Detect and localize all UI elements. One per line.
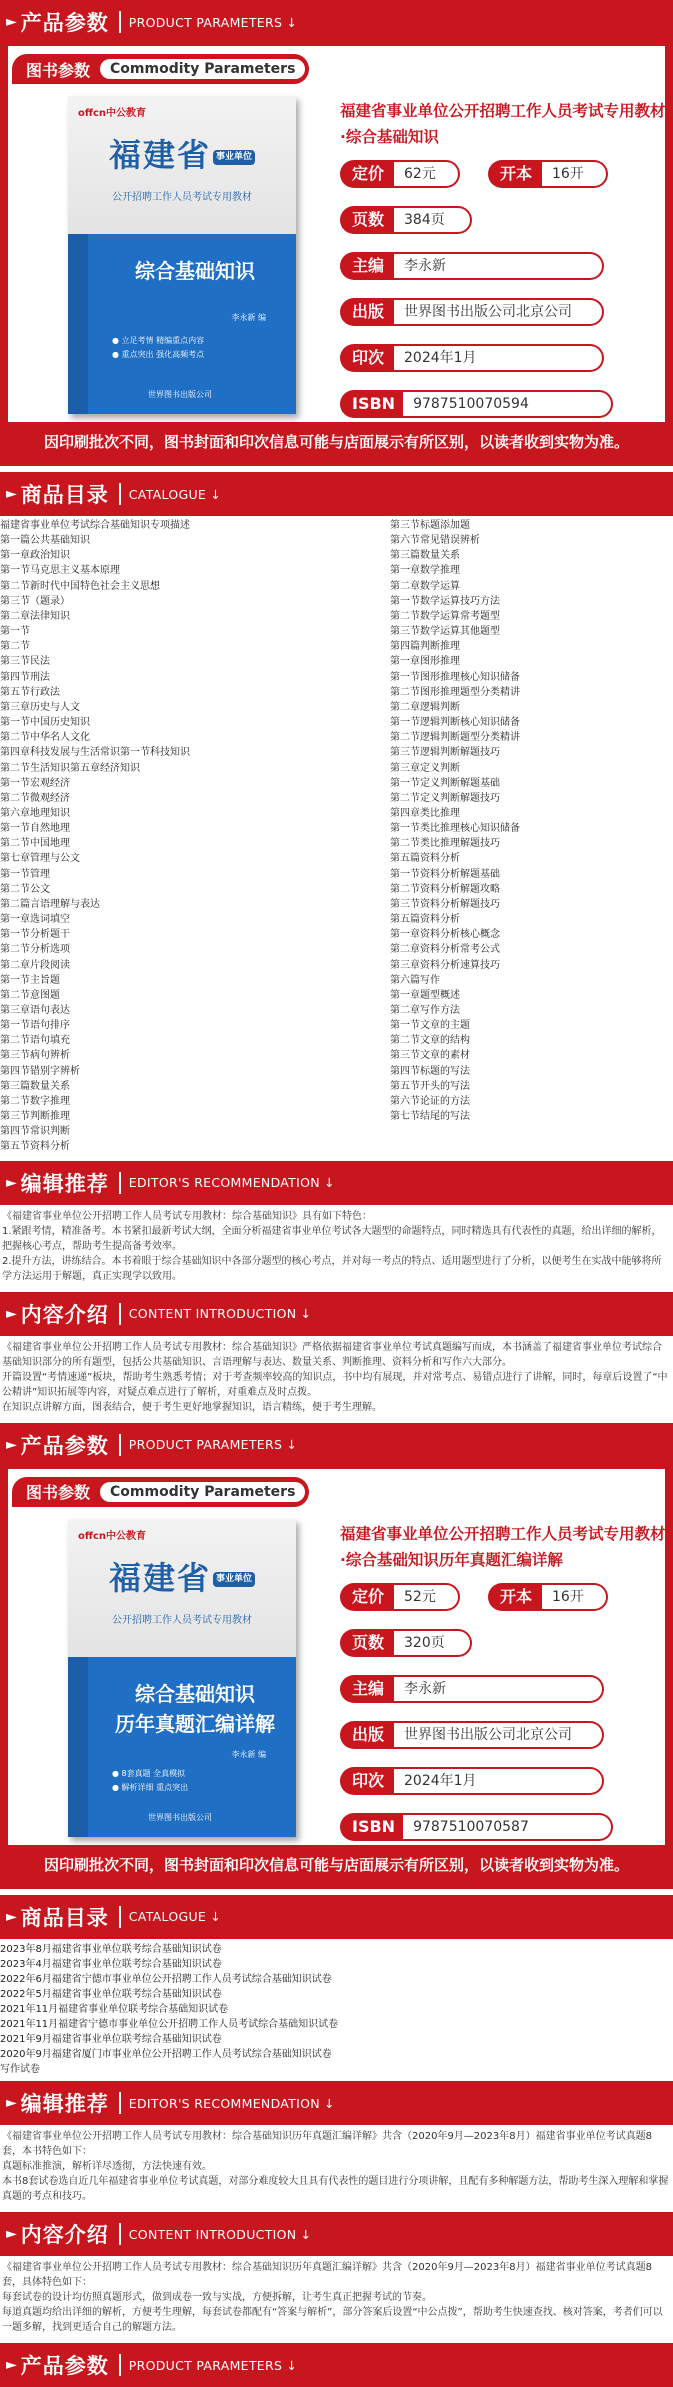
section-title: 编辑推荐 (20, 1171, 109, 1196)
catalogue-item: 第三篇数量关系 (0, 1080, 70, 1092)
param-key: ISBN (340, 390, 403, 418)
section-title: 产品参数 (20, 11, 109, 35)
catalogue-item: 第五节资料分析 (0, 1141, 70, 1153)
cover-badge: 事业单位 (213, 1572, 255, 1587)
catalogue-item: 第一节分析题干 (0, 929, 70, 941)
param-key: 开本 (488, 160, 542, 188)
param-key: 开本 (488, 1583, 542, 1611)
recommend-text (0, 2125, 673, 2212)
param-key: 页数 (340, 206, 394, 234)
catalogue-item: 第四节标题的写法 (390, 1065, 470, 1077)
catalogue-item: 第一章题型概述 (390, 989, 460, 1001)
paragraph: 《福建省事业单位公开招聘工作人员考试专用教材：综合基础知识》严格依据福建省事业单位考试真题编写而成，本书涵盖了福建省事业单位考试综合基础知识部分的所有题型，包括公共基础知识、言语理解与表达、数量关系、判断推理、资料分析和写作六大部分。 (2, 1341, 662, 1368)
cover-badge: 事业单位 (213, 150, 255, 165)
catalogue-item: 第二节文章的结构 (390, 1035, 470, 1047)
param-row-price (340, 1583, 460, 1611)
catalogue-item: 第二章资料分析常考公式 (390, 944, 500, 956)
catalogue-item: 第一章图形推理 (390, 656, 460, 668)
param-row-isbn (340, 1813, 613, 1841)
cover-title: 综合基础知识 (135, 1681, 255, 1706)
param-tag-en: Commodity Parameters (100, 1482, 305, 1502)
section-subtitle: EDITOR'S RECOMMENDATION ↓ (128, 2095, 335, 2111)
catalogue-item: 第五篇资料分析 (390, 914, 460, 926)
catalogue-item: 第二章数学运算 (390, 580, 460, 592)
catalogue-item: 第三节民法 (0, 656, 50, 668)
catalogue-item: 第二节公文 (0, 883, 50, 895)
param-value: 52元 (394, 1583, 460, 1611)
catalogue-item: 第二节中华名人文化 (0, 732, 90, 744)
section-bar-params (0, 1423, 673, 1467)
paragraph: 2.提升方法，讲练结合。本书着眼于综合基础知识中各部分题型的核心考点，并对每一考点的特点、适用题型进行了分析，以便考生在实战中能够将所学方法运用于解题，真正实现学以致用。 (2, 1255, 662, 1282)
param-row-edition (340, 344, 604, 372)
section-bar-recommend (0, 2081, 673, 2125)
param-row-publisher (340, 298, 604, 326)
catalogue-item: 2020年9月福建省厦门市事业单位公开招聘工作人员考试综合基础知识试卷 (0, 2049, 332, 2061)
catalogue-item: 2022年5月福建省事业单位联考综合基础知识试卷 (0, 1988, 222, 2000)
catalogue-item: 第一节定义判断解题基础 (390, 777, 500, 789)
param-value: 62元 (394, 160, 460, 188)
brand-logo: offcn中公教育 (78, 1530, 147, 1542)
catalogue-item: 第二节新时代中国特色社会主义思想 (0, 580, 160, 592)
catalogue-item: 第一章资料分析核心概念 (390, 929, 500, 941)
divider (119, 483, 121, 505)
divider (119, 11, 121, 33)
catalogue-item: 第三节文章的素材 (390, 1050, 470, 1062)
catalogue-item: 第一节 (0, 626, 30, 638)
params-panel (6, 1467, 667, 1847)
param-key: 主编 (340, 1675, 394, 1703)
catalogue-item: 第二节图形推理题型分类精讲 (390, 686, 520, 698)
section-title: 产品参数 (20, 2354, 109, 2379)
catalogue-item: 第六节常见错误辨析 (390, 535, 480, 547)
book-cover (68, 1519, 296, 1837)
section-subtitle: CONTENT INTRODUCTION ↓ (128, 2226, 312, 2242)
param-row-isbn (340, 390, 613, 418)
catalogue-item: 第七章管理与公文 (0, 853, 80, 865)
catalogue-item: 第二节意图题 (0, 989, 60, 1001)
catalogue-item: 第二节资料分析解题攻略 (390, 883, 500, 895)
param-row-price (340, 160, 460, 188)
catalogue-item: 第四篇判断推理 (390, 641, 460, 653)
catalogue-item: 第三节（题录） (0, 595, 70, 607)
catalogue-item: 第一节马克思主义基本原理 (0, 565, 120, 577)
section-bar-params (0, 0, 673, 44)
cover-subtitle: 公开招聘工作人员考试专用教材 (112, 1614, 252, 1626)
cover-publisher: 世界图书出版公司 (148, 1812, 212, 1822)
catalogue-item: 第三章定义判断 (390, 762, 460, 774)
divider (119, 1172, 121, 1194)
catalogue-item: 第一篇公共基础知识 (0, 535, 90, 547)
catalogue-item: 第二节生活知识第五章经济知识 (0, 762, 140, 774)
catalogue-item: 第三节标题添加题 (390, 520, 470, 531)
param-value: 9787510070587 (403, 1813, 613, 1841)
catalogue-item: 第三节判断推理 (0, 1111, 70, 1123)
catalogue-item: 第一章数学推理 (390, 565, 460, 577)
param-value: 李永新 (394, 1675, 604, 1703)
chevron-right-icon: ► (6, 486, 17, 502)
param-tag-en: Commodity Parameters (100, 59, 305, 79)
divider (119, 2223, 121, 2245)
catalogue-item: 第四章类比推理 (390, 807, 460, 819)
catalogue-item: 第二章法律知识 (0, 610, 70, 622)
divider (119, 2354, 121, 2376)
catalogue-item: 2023年4月福建省事业单位联考综合基础知识试卷 (0, 1958, 222, 1970)
chevron-right-icon: ► (6, 14, 17, 30)
catalogue-item: 2021年11月福建省事业单位联考综合基础知识试卷 (0, 2003, 229, 2015)
catalogue-item: 第一节自然地理 (0, 823, 70, 835)
catalogue-item: 第三章语句表达 (0, 1005, 70, 1016)
catalogue-item: 第三节逻辑判断解题技巧 (390, 747, 500, 759)
param-value: 世界图书出版公司北京公司 (394, 298, 604, 326)
param-row-pages (340, 1629, 472, 1657)
catalogue-item: 第五篇资料分析 (390, 853, 460, 865)
recommend-text (0, 1205, 673, 1292)
notice: 因印刷批次不同，图书封面和印次信息可能与店面展示有所区别，以读者收到实物为准。 (6, 424, 667, 460)
catalogue-item: 第一节语句排序 (0, 1020, 70, 1032)
params-wrapper (0, 44, 673, 466)
catalogue-item: 写作试卷 (0, 2064, 40, 2076)
param-key: 印次 (340, 344, 394, 372)
catalogue-item: 第三篇数量关系 (390, 550, 460, 562)
params-wrapper (0, 1467, 673, 1889)
section-bar-catalogue (0, 472, 673, 516)
catalogue-item: 第六篇写作 (390, 974, 440, 986)
divider (119, 1906, 121, 1928)
catalogue-item: 第一章选词填空 (0, 914, 70, 926)
cover-publisher: 世界图书出版公司 (148, 390, 212, 399)
param-tag (12, 54, 309, 84)
param-value: 384页 (394, 206, 472, 234)
catalogue-item: 2021年9月福建省事业单位联考综合基础知识试卷 (0, 2034, 222, 2046)
brand-logo: offcn中公教育 (78, 108, 147, 119)
catalogue-item: 第六节论证的方法 (390, 1095, 470, 1107)
param-tag (12, 1477, 309, 1507)
catalogue-item: 第二节微观经济 (0, 792, 70, 804)
param-value: 2024年1月 (394, 344, 604, 372)
param-value: 2024年1月 (394, 1767, 604, 1795)
params-panel (6, 44, 667, 424)
catalogue-item: 第二章片段阅读 (0, 959, 70, 971)
catalogue-item: 第二节中国地理 (0, 838, 70, 850)
section-subtitle: PRODUCT PARAMETERS ↓ (128, 1437, 298, 1453)
chevron-right-icon: ► (6, 1305, 17, 1322)
cover-province: 福建省 (108, 1558, 211, 1597)
catalogue-item: 第二节语句填充 (0, 1035, 70, 1047)
catalogue-item: 第一节文章的主题 (390, 1020, 470, 1032)
catalogue-item: 第二节 (0, 641, 30, 653)
catalogue-item: 第五节行政法 (0, 686, 60, 698)
catalogue-item: 第六章地理知识 (0, 807, 70, 819)
section-bar-recommend (0, 1161, 673, 1205)
catalogue-item: 第三节资料分析解题技巧 (390, 898, 500, 910)
catalogue-item: 第二节逻辑判断题型分类精讲 (390, 732, 520, 744)
section-bar-catalogue (0, 1895, 673, 1939)
cover-bullet: ● 重点突出 强化高频考点 (112, 350, 205, 359)
param-row-publisher (340, 1721, 604, 1749)
catalogue-list (0, 1939, 673, 2082)
paragraph: 每道真题均给出详细的解析，方便考生理解，每套试卷都配有“答案与解析”，部分答案后设置“中公点拨”，帮助考生快速查找、核对答案，考者们可以一题多解，找到更适合自己的解题方法。 (2, 2307, 663, 2334)
param-tag-cn: 图书参数 (26, 1483, 91, 1503)
divider (119, 1303, 121, 1325)
catalogue-item: 第一节主旨题 (0, 974, 60, 986)
section-title: 内容介绍 (20, 1302, 109, 1327)
section-subtitle: PRODUCT PARAMETERS ↓ (128, 14, 298, 30)
paragraph: 《福建省事业单位公开招聘工作人员考试专用教材：综合基础知识历年真题汇编详解》共含（2020年9月—2023年8月）福建省事业单位考试真题8套，具体特色如下： (2, 2262, 652, 2289)
section-subtitle: CATALOGUE ↓ (128, 486, 222, 502)
catalogue-item: 第二节数字推理 (0, 1095, 70, 1107)
catalogue-item: 第一节图形推理核心知识储备 (390, 671, 520, 683)
catalogue-item: 第三节病句辨析 (0, 1050, 70, 1062)
divider (119, 1434, 121, 1456)
param-key: 定价 (340, 160, 394, 188)
paragraph: 每套试卷的设计均仿照真题形式，做到成卷一致与实战，方便拆解，让考生真正把握考试的节奏。 (2, 2292, 432, 2304)
book-title: 福建省事业单位公开招聘工作人员考试专用教材·综合基础知识历年真题汇编详解 (340, 1524, 666, 1569)
cover-author: 李永新 编 (231, 313, 266, 322)
param-key: 出版 (340, 298, 394, 326)
paragraph: 《福建省事业单位公开招聘工作人员考试专用教材：综合基础知识历年真题汇编详解》共含（2020年9月—2023年8月）福建省事业单位考试真题8套，本书特色如下： (2, 2131, 652, 2158)
section-bar-params (0, 2343, 673, 2387)
param-key: ISBN (340, 1813, 403, 1841)
param-value: 9787510070594 (403, 390, 613, 418)
catalogue-item: 第一节逻辑判断核心知识储备 (390, 717, 520, 729)
param-row-pages (340, 206, 472, 234)
cover-subtitle: 公开招聘工作人员考试专用教材 (112, 192, 252, 203)
section-subtitle: EDITOR'S RECOMMENDATION ↓ (128, 1175, 335, 1191)
chevron-right-icon: ► (6, 1174, 17, 1191)
paragraph: 《福建省事业单位公开招聘工作人员考试专用教材：综合基础知识》具有如下特色： (2, 1210, 372, 1222)
paragraph: 1.紧跟考情，精准备考。本书紧扣最新考试大纲，全面分析福建省事业单位考试各大题型的命题特点，同时精选具有代表性的真题，给出详细的解析，把握核心考点，帮助考生提高备考效率。 (2, 1225, 662, 1252)
catalogue-item: 第三章历史与人文 (0, 701, 80, 713)
param-key: 主编 (340, 252, 394, 280)
catalogue-item: 第四节常识判断 (0, 1126, 70, 1138)
section-subtitle: CATALOGUE ↓ (128, 1909, 222, 1925)
param-value: 李永新 (394, 252, 604, 280)
catalogue-item: 2022年6月福建省宁德市事业单位公开招聘工作人员考试综合基础知识试卷 (0, 1973, 332, 1985)
book-title: 福建省事业单位公开招聘工作人员考试专用教材·综合基础知识 (340, 102, 666, 146)
cover-bullet: ● 8套真题 全真模拟 (112, 1768, 186, 1778)
catalogue-item: 第二节定义判断解题技巧 (390, 792, 500, 804)
catalogue-item: 第一章政治知识 (0, 550, 70, 562)
section-title: 产品参数 (20, 1433, 109, 1458)
param-value: 16开 (542, 160, 608, 188)
section-bar-intro (0, 2212, 673, 2256)
paragraph: 本书8套试卷选自近几年福建省事业单位考试真题，对部分难度较大且具有代表性的题目进行分项讲解，且配有多种解题方法，帮助考生深入理解和掌握真题的考点和技巧。 (2, 2176, 669, 2203)
param-row-editor (340, 252, 604, 280)
chevron-right-icon: ► (6, 1436, 17, 1453)
paragraph: 在知识点讲解方面，图表结合，便于考生更好地掌握知识，语言精练，便于考生理解。 (2, 1401, 382, 1413)
section-title: 商品目录 (20, 1905, 109, 1930)
catalogue-item: 第五节开头的写法 (390, 1080, 470, 1092)
section-subtitle: CONTENT INTRODUCTION ↓ (128, 1306, 312, 1322)
catalogue-column-left (0, 518, 390, 1155)
section-title: 内容介绍 (20, 2223, 109, 2248)
catalogue-item: 第三章资料分析速算技巧 (390, 959, 500, 971)
param-value: 320页 (394, 1629, 472, 1657)
chevron-right-icon: ► (6, 2357, 17, 2374)
cover-bullet: ● 解析详细 重点突出 (112, 1782, 189, 1792)
param-value: 16开 (542, 1583, 608, 1611)
param-key: 出版 (340, 1721, 394, 1749)
chevron-right-icon: ► (6, 2226, 17, 2243)
param-key: 印次 (340, 1767, 394, 1795)
cover-spine (68, 1657, 88, 1837)
catalogue-item: 第一节中国历史知识 (0, 717, 90, 729)
catalogue-item: 第二节分析选项 (0, 944, 70, 956)
section-bar-intro (0, 1292, 673, 1336)
catalogue-item: 第四节刑法 (0, 671, 50, 683)
catalogue-column-right (390, 518, 673, 1155)
param-tag-cn: 图书参数 (26, 60, 91, 80)
divider (119, 2092, 121, 2114)
catalogue-item: 第二章写作方法 (390, 1005, 460, 1016)
catalogue-item: 第四章科技发展与生活常识第一节科技知识 (0, 747, 190, 759)
cover-author: 李永新 编 (231, 1749, 266, 1759)
catalogue-item: 第一节数学运算技巧方法 (390, 595, 500, 607)
cover-spine (68, 234, 88, 414)
cover-province: 福建省 (108, 136, 211, 174)
catalogue-item: 第二章逻辑判断 (390, 701, 460, 713)
cover-title-line2: 历年真题汇编详解 (115, 1711, 275, 1736)
cover-title: 综合基础知识 (135, 259, 255, 283)
catalogue-item: 2021年11月福建省宁德市事业单位公开招聘工作人员考试综合基础知识试卷 (0, 2019, 339, 2031)
catalogue-item: 第四节错别字辨析 (0, 1065, 80, 1077)
section-title: 商品目录 (20, 483, 109, 507)
catalogue-item: 第七节结尾的写法 (390, 1111, 470, 1123)
catalogue-item: 2023年8月福建省事业单位联考综合基础知识试卷 (0, 1943, 222, 1955)
cover-bullet: ● 立足考情 精编重点内容 (112, 336, 205, 345)
catalogue-item: 第二节类比推理解题技巧 (390, 838, 500, 850)
catalogue-item: 福建省事业单位考试综合基础知识专项描述 (0, 520, 190, 531)
section-title: 编辑推荐 (20, 2092, 109, 2117)
catalogue-list (0, 516, 673, 1161)
param-row-format (488, 1583, 608, 1611)
notice: 因印刷批次不同，图书封面和印次信息可能与店面展示有所区别，以读者收到实物为准。 (6, 1847, 667, 1883)
catalogue-item: 第一节宏观经济 (0, 777, 70, 789)
catalogue-item: 第一节类比推理核心知识储备 (390, 823, 520, 835)
chevron-right-icon: ► (6, 1908, 17, 1925)
param-value: 世界图书出版公司北京公司 (394, 1721, 604, 1749)
catalogue-item: 第一节资料分析解题基础 (390, 868, 500, 880)
param-key: 页数 (340, 1629, 394, 1657)
catalogue-item: 第一节管理 (0, 868, 50, 880)
book-cover (68, 96, 296, 414)
paragraph: 真题标准推演，解析详尽透彻，方法快速有效。 (2, 2161, 212, 2173)
intro-text (0, 2256, 673, 2343)
param-row-editor (340, 1675, 604, 1703)
catalogue-item: 第二篇言语理解与表达 (0, 898, 100, 910)
paragraph: 开篇设置“考情速递”板块，帮助考生熟悉考情；对于考查频率较高的知识点，书中均有展现，并对常考点、易错点进行了讲解，同时，每章后设置了“中公精讲”知识拓展等内容，对疑点难点进行了解析，对重难点及时点拨。 (2, 1371, 668, 1398)
catalogue-item: 第三节数学运算其他题型 (390, 626, 500, 638)
intro-text (0, 1336, 673, 1423)
section-subtitle: PRODUCT PARAMETERS ↓ (128, 2357, 298, 2373)
chevron-right-icon: ► (6, 2095, 17, 2112)
catalogue-item: 第二节数学运算常考题型 (390, 610, 500, 622)
param-key: 定价 (340, 1583, 394, 1611)
param-row-edition (340, 1767, 604, 1795)
param-row-format (488, 160, 608, 188)
